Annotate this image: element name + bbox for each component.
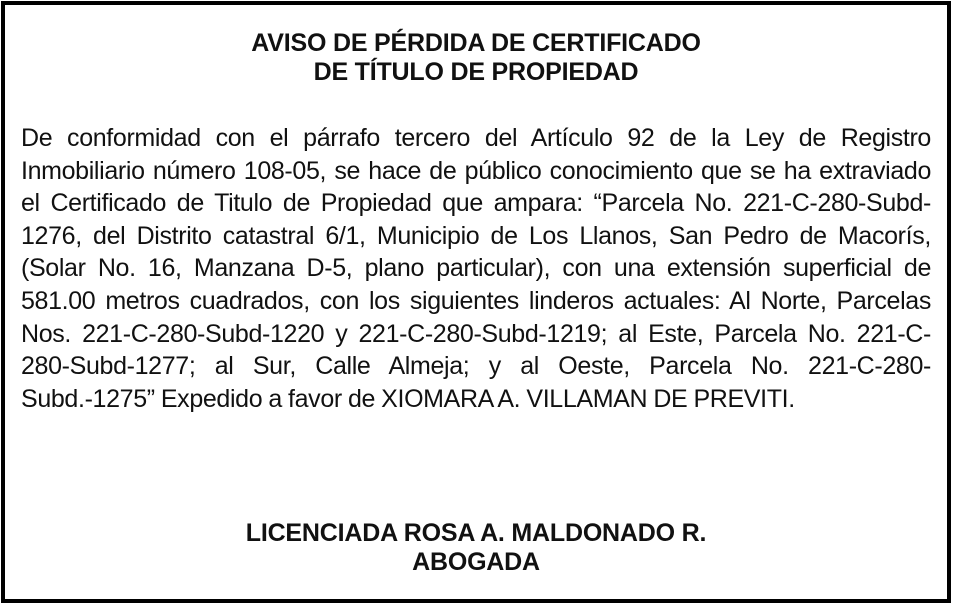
notice-signature — [5, 519, 947, 577]
signature-name: LICENCIADA ROSA A. MALDONADO R. — [245, 519, 707, 547]
notice-body: De conformidad con el párrafo tercero del Artículo 92 de la Ley de Registro Inmobiliario número 108-05, se hace de público conocimiento que se ha extraviado el Certificado de Titulo de Propiedad que ampara: “Parcela No. 221-C-280-Subd-1276, del Distrito catastral 6/1, Municipio de Los Llanos, San Pedro de Macorís, (Solar No. 16, Manzana D-5, plano particular), con una extensión superficial de 581.00 metros cuadrados, con los siguientes linderos actuales: Al Norte, Parcelas Nos. 221-C-280-Subd-1220 y 221-C-280-Subd-1219; al Este, Parcela No. 221-C-280-Subd-1277; al Sur, Calle Almeja; y al Oeste, Parcela No. 221-C-280-Subd.-1275” Expedido a favor de XIOMARA A. VILLAMAN DE PREVITI. — [21, 124, 931, 413]
signature-title: ABOGADA — [412, 548, 540, 576]
notice-title-line-2: DE TÍTULO DE PROPIEDAD — [313, 58, 639, 86]
notice-title-line-1: AVISO DE PÉRDIDA DE CERTIFICADO — [251, 29, 701, 57]
legal-notice-box — [1, 1, 951, 603]
notice-title — [5, 29, 947, 87]
